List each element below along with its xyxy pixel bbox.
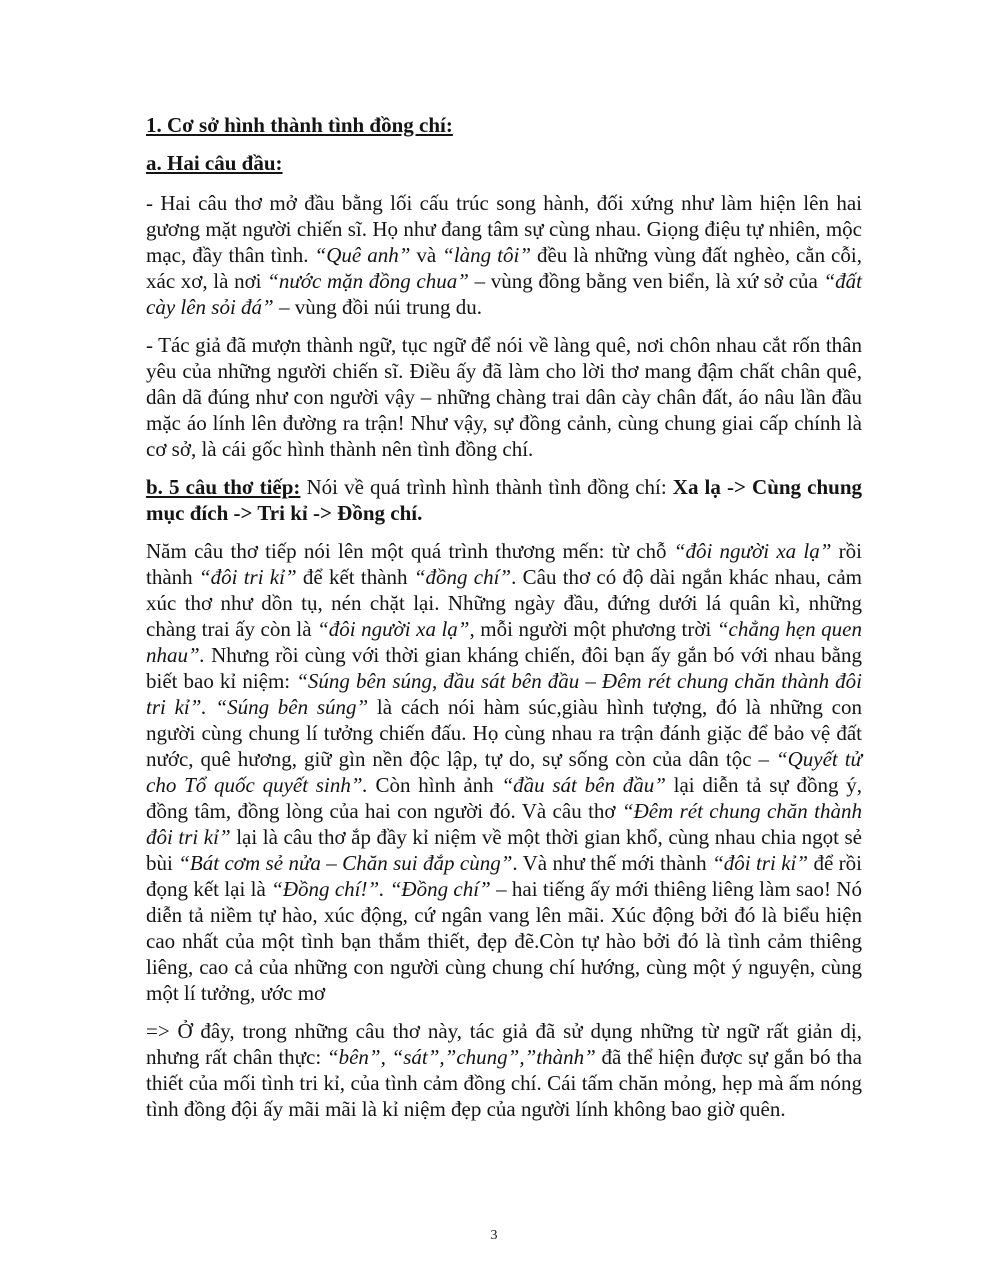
text-run: “Đồng chí!”.	[271, 877, 385, 901]
text-run: “đất cày lên sỏi đá”	[146, 269, 863, 319]
text-run: Còn hình ảnh	[367, 773, 502, 797]
text-run: và	[410, 243, 443, 267]
text-run: – vùng đồi núi trung du.	[273, 295, 482, 319]
text-run: “đầu sát bên đầu”	[501, 773, 666, 797]
text-run: – hai tiếng ấy mới thiêng liêng làm sao! Nó diễn tả niềm tự hào, xúc động, cứ ngân vang lên mãi. Xúc động bởi đó là biểu hiện cao nhất của một tình bạn thắm thiết, đẹp đẽ.Còn tự hào bởi đó là tình cảm thiêng liêng, cao cả của những con người cùng chung chí hướng, cùng một ý nguyện, cùng một lí tưởng, ước mơ	[146, 877, 862, 1005]
page-number: 3	[490, 1228, 498, 1243]
text-run: đều là những vùng đất nghèo, cằn cỗi, xác xơ, là nơi	[146, 243, 862, 293]
text-run: Nhưng rồi cùng với thời gian kháng chiến, đôi bạn ấy gắn bó với nhau bằng biết bao kỉ niệm:	[146, 643, 862, 693]
text-run: “Quyết tử cho Tổ quốc quyết sinh”.	[146, 747, 862, 797]
text-run: “làng tôi”	[442, 243, 531, 267]
text-run: => Ở đây, trong những câu thơ này, tác giả đã sử dụng những từ ngữ rất giản dị, nhưng rất chân thực:	[146, 1019, 862, 1069]
text-run: “đôi tri kỉ”	[712, 851, 809, 875]
text-run: “đồng chí”	[413, 565, 512, 589]
text-run: “Súng bên súng”	[215, 695, 369, 719]
text-run: . Câu thơ có độ dài ngắn khác nhau, cảm xúc thơ như dồn tụ, nén chặt lại. Những ngày đầu, đứng dưới lá quân kì, những chàng trai ấy còn là	[146, 565, 862, 641]
text-run: Năm câu thơ tiếp nói lên một quá trình thương mến: từ chỗ	[146, 539, 674, 563]
text-run: - Tác giả đã mượn thành ngữ, tục ngữ để nói về làng quê, nơi chôn nhau cắt rốn thân yêu của những người chiến sĩ. Điều ấy đã làm cho lời thơ mang đậm chất chân quê, dân dã đúng như con người vậy – những chàng trai dân cày chân đất, áo nâu lần đầu mặc áo lính lên đường ra trận! Như vậy, sự đồng cảnh, cùng chung giai cấp chính là cơ sở, là cái gốc hình thành nên tình đồng chí.	[146, 333, 862, 461]
text-run: để rồi đọng kết lại là	[146, 851, 862, 901]
text-run: . Và như thế mới thành	[512, 851, 713, 875]
text-run: lại là câu thơ ắp đầy kỉ niệm về một thời gian khổ, cùng nhau chia ngọt sẻ bùi	[146, 825, 863, 875]
paragraph-a1	[146, 190, 862, 320]
text-run: “bên”, “sát”,”chung”,”thành”	[326, 1045, 596, 1069]
text-run: “đôi tri kỉ”	[198, 565, 297, 589]
text-run: “chẳng hẹn quen nhau”.	[146, 617, 863, 667]
text-run: mỗi người một phương trời	[474, 617, 717, 641]
text-run: - Hai câu thơ mở đầu bằng lối cấu trúc song hành, đối xứng như làm hiện lên hai gương mặt người chiến sĩ. Họ như đang tâm sự cùng nhau. Giọng điệu tự nhiên, mộc mạc, đầy thân tình.	[146, 191, 862, 267]
text-run: Nói về quá trình hình thành tình đồng chí:	[300, 475, 673, 499]
paragraph-b1	[146, 538, 862, 1006]
document-page	[146, 112, 862, 1134]
text-run: “Bát cơm sẻ nửa – Chăn sui đắp cùng”	[178, 851, 513, 875]
paragraph-b2	[146, 1018, 862, 1122]
subsection-heading-a: a. Hai câu đầu:	[146, 151, 283, 175]
text-run: “Súng bên súng, đầu sát bên đầu – Đêm rét chung chăn thành đôi tri kỉ”.	[146, 669, 862, 719]
text-run: “Đêm rét chung chăn thành đôi tri kỉ”	[146, 799, 863, 849]
text-run: Xa lạ -> Cùng chung mục đích -> Tri kỉ -> Đồng chí.	[146, 475, 863, 525]
text-run: “đôi người xa lạ”,	[317, 617, 475, 641]
subsection-heading-b	[146, 474, 862, 526]
text-run: “đôi người xa lạ”	[673, 539, 832, 563]
text-run: b. 5 câu thơ tiếp:	[146, 475, 301, 499]
text-run: đã thể hiện được sự gắn bó tha thiết của mối tình tri kỉ, của tình cảm đồng chí. Cái tấm chăn mỏng, hẹp mà ấm nóng tình đồng đội ấy mãi mãi là kỉ niệm đẹp của người lính không bao giờ quên.	[146, 1045, 862, 1121]
paragraph-a2	[146, 332, 862, 462]
text-run: – vùng đồng bằng ven biển, là xứ sở của	[468, 269, 824, 293]
section-heading: 1. Cơ sở hình thành tình đồng chí:	[146, 113, 453, 137]
text-run: là cách nói hàm súc,giàu hình tượng, đó là những con người cùng chung lí tưởng chiến đấu. Họ cùng nhau ra trận đánh giặc để bảo vệ đất nước, quê hương, giữ gìn nền độc lập, tự do, sự sống còn của dân tộc –	[146, 695, 862, 771]
text-run: “Đồng chí”	[389, 877, 491, 901]
text-run: để kết thành	[296, 565, 414, 589]
text-run: “Quê anh”	[314, 243, 411, 267]
text-run: “nước mặn đồng chua”	[267, 269, 469, 293]
text-run: lại diễn tả sự đồng ý, đồng tâm, đồng lòng của hai con người đó. Và câu thơ	[146, 773, 863, 823]
text-run: rồi thành	[146, 539, 863, 589]
